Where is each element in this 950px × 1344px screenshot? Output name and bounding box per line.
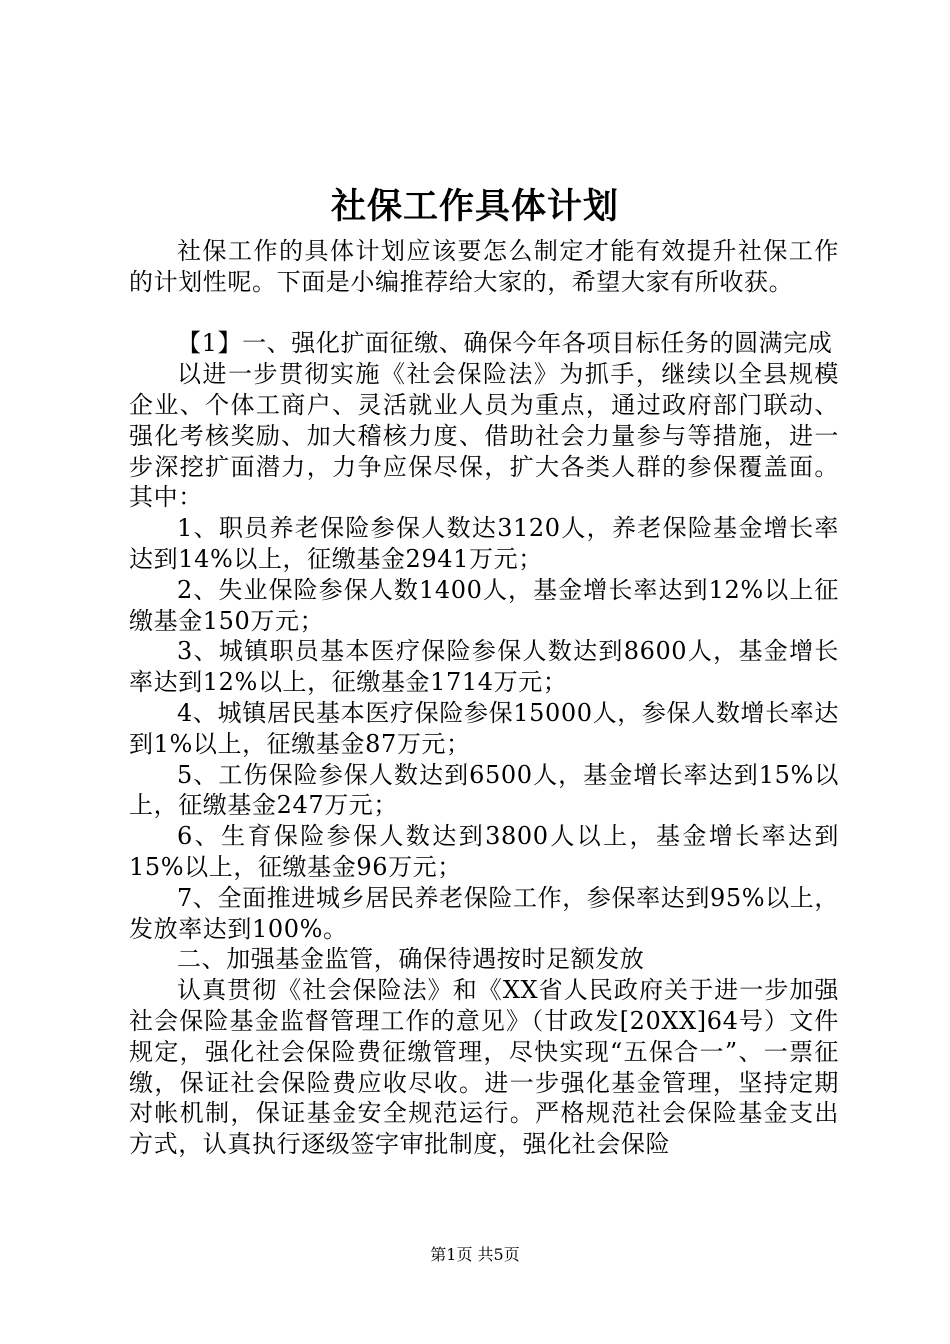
list-item: 7、全面推进城乡居民养老保险工作，参保率达到95%以上，发放率达到100%。: [129, 883, 839, 943]
list-item: 6、生育保险参保人数达到3800人以上，基金增长率达到15%以上，征缴基金96万元；: [129, 822, 839, 881]
section-1-body: 以进一步贯彻实施《社会保险法》为抓手，继续以全县规模企业、个体工商户、灵活就业人员为重点，通过政府部门联动、强化考核奖励、加大稽核力度、借助社会力量参与等措施，进一步深挖扩面潜力，力争应保尽保，扩大各类人群的参保覆盖面。其中：: [129, 360, 839, 512]
list-item: 5、工伤保险参保人数达到6500人，基金增长率达到15%以上，征缴基金247万元；: [129, 760, 839, 820]
intro-paragraph: 社保工作的具体计划应该要怎么制定才能有效提升社保工作的计划性呢。下面是小编推荐给大家的，希望大家有所收获。: [129, 237, 839, 296]
page-title: 社保工作具体计划: [330, 186, 619, 227]
section-2-heading: 二、加强基金监管，确保待遇按时足额发放: [177, 945, 645, 974]
list-item: 2、失业保险参保人数1400人，基金增长率达到12%以上征缴基金150万元；: [129, 575, 839, 635]
section-2-body: 认真贯彻《社会保险法》和《XX省人民政府关于进一步加强社会保险基金监督管理工作的意见》（甘政发[20XX]64号）文件规定，强化社会保险费征缴管理，尽快实现“五保合一”、一票征缴，保证社会保险费应收尽收。进一步强化基金管理，坚持定期对帐机制，保证基金安全规范运行。严格规范社会保险基金支出方式，认真执行逐级签字审批制度，强化社会保险: [129, 976, 839, 1159]
page-footer: 第1页 共5页: [430, 1245, 520, 1264]
paragraph-spacer: [129, 298, 839, 329]
list-item: 4、城镇居民基本医疗保险参保15000人，参保人数增长率达到1%以上，征缴基金87万元；: [129, 698, 839, 758]
document-body: [129, 236, 839, 1160]
list-item: 3、城镇职员基本医疗保险参保人数达到8600人，基金增长率达到12%以上，征缴基金1714万元；: [129, 637, 839, 697]
list-item: 1、职员养老保险参保人数达3120人，养老保险基金增长率达到14%以上，征缴基金2941万元；: [129, 514, 839, 573]
section-1-heading: 【1】一、强化扩面征缴、确保今年各项目标任务的圆满完成: [177, 329, 833, 358]
